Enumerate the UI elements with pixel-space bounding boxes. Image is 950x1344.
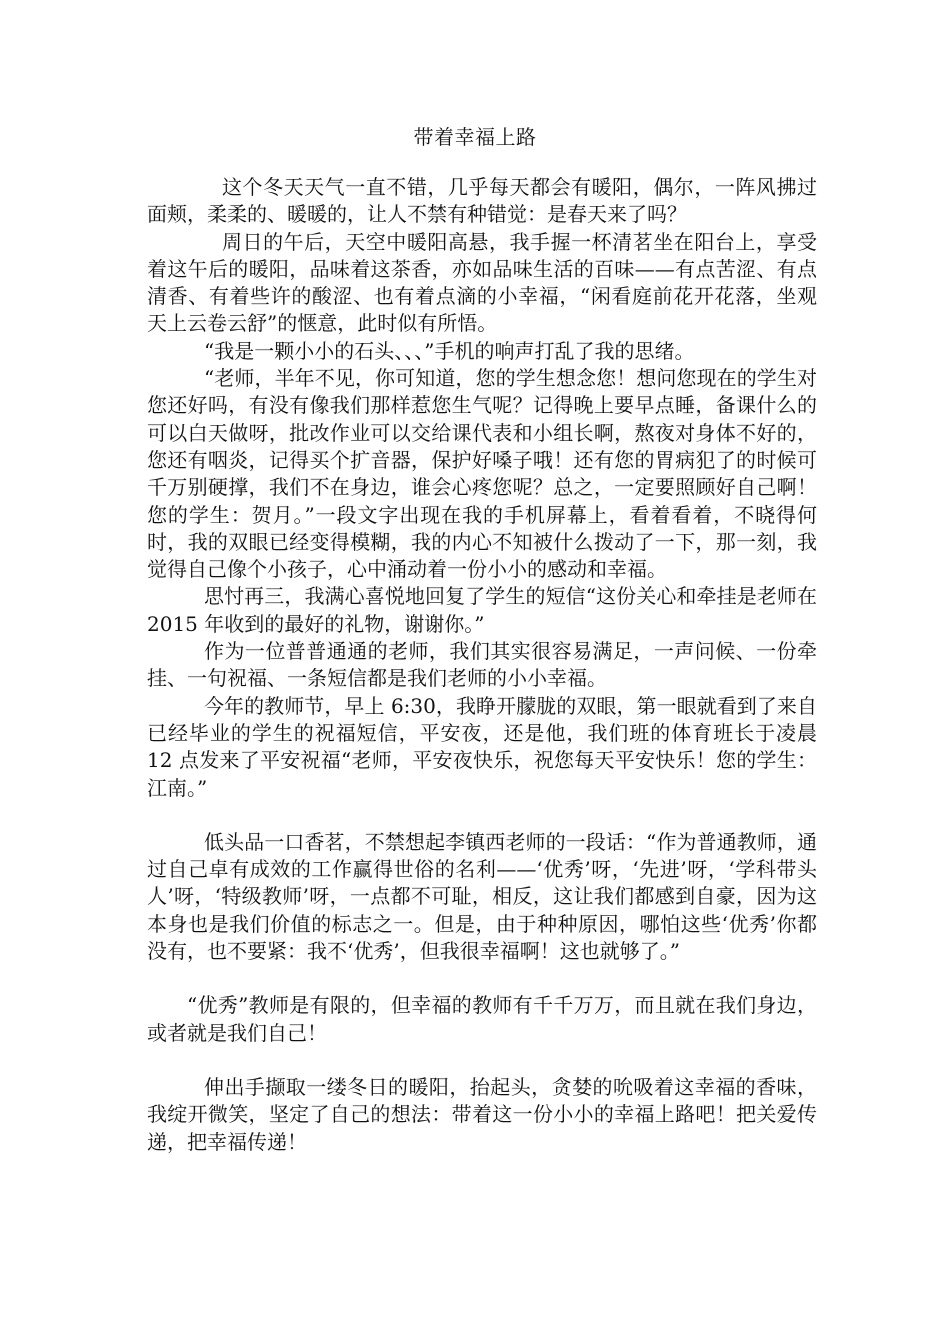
paragraph: 今年的教师节，早上 6:30，我睁开朦胧的双眼，第一眼就看到了来自已经毕业的学生的祝福短信，平安夜，还是他，我们班的体育班长于凌晨 12 点发来了平安祝福“老师，平安夜快乐，祝您每天平安快乐！您的学生：江南。” — [147, 693, 817, 800]
paragraph: 作为一位普普通通的老师，我们其实很容易满足，一声问候、一份牵挂、一句祝福、一条短信都是我们老师的小小幸福。 — [147, 639, 817, 691]
paragraph: 思忖再三，我满心喜悦地回复了学生的短信“这份关心和牵挂是老师在 2015 年收到的最好的礼物，谢谢你。” — [147, 584, 817, 636]
paragraph: 低头品一口香茗，不禁想起李镇西老师的一段话：“作为普通教师，通过自己卓有成效的工作赢得世俗的名利——‘优秀’呀，‘先进’呀，‘学科带头人’呀，‘特级教师’呀，一点都不可耻，相反，这让我们都感到自豪，因为这本身也是我们价值的标志之一。但是，由于种种原因，哪怕这些‘优秀’你都没有，也不要紧：我不‘优秀’，但我很幸福啊！这也就够了。” — [147, 829, 817, 964]
paragraph: 周日的午后，天空中暖阳高悬，我手握一杯清茗坐在阳台上，享受着这午后的暖阳，品味着这茶香，亦如品味生活的百味——有点苦涩、有点清香、有着些许的酸涩、也有着点滴的小幸福，“闲看庭前花开花落，坐观天上云卷云舒”的惬意，此时似有所悟。 — [147, 229, 817, 336]
paragraph: “我是一颗小小的石头、、、”手机的响声打乱了我的思绪。 — [204, 338, 695, 363]
paragraph: “优秀”教师是有限的，但幸福的教师有千千万万，而且就在我们身边，或者就是我们自己！ — [147, 993, 817, 1045]
document-body — [147, 174, 817, 1156]
document-title: 带着幸福上路 — [413, 125, 537, 149]
paragraph: 这个冬天天气一直不错，几乎每天都会有暖阳，偶尔，一阵风拂过面颊，柔柔的、暖暖的，让人不禁有种错觉：是春天来了吗？ — [147, 175, 817, 227]
paragraph: 伸出手撷取一缕冬日的暖阳，抬起头，贪婪的吮吸着这幸福的香味，我绽开微笑，坚定了自己的想法：带着这一份小小的幸福上路吧！把关爱传递，把幸福传递！ — [147, 1074, 817, 1154]
paragraph: “老师，半年不见，你可知道，您的学生想念您！想问您现在的学生对您还好吗，有没有像我们那样惹您生气呢？记得晚上要早点睡，备课什么的可以白天做呀，批改作业可以交给课代表和小组长啊，熬夜对身体不好的，您还有咽炎，记得买个扩音器，保护好嗓子哦！还有您的胃病犯了的时候可千万别硬撑，我们不在身边，谁会心疼您呢？总之，一定要照顾好自己啊！您的学生：贺月。”一段文字出现在我的手机屏幕上，看着看着，不晓得何时，我的双眼已经变得模糊，我的内心不知被什么拨动了一下，那一刻，我觉得自己像个小孩子，心中涌动着一份小小的感动和幸福。 — [147, 366, 817, 582]
